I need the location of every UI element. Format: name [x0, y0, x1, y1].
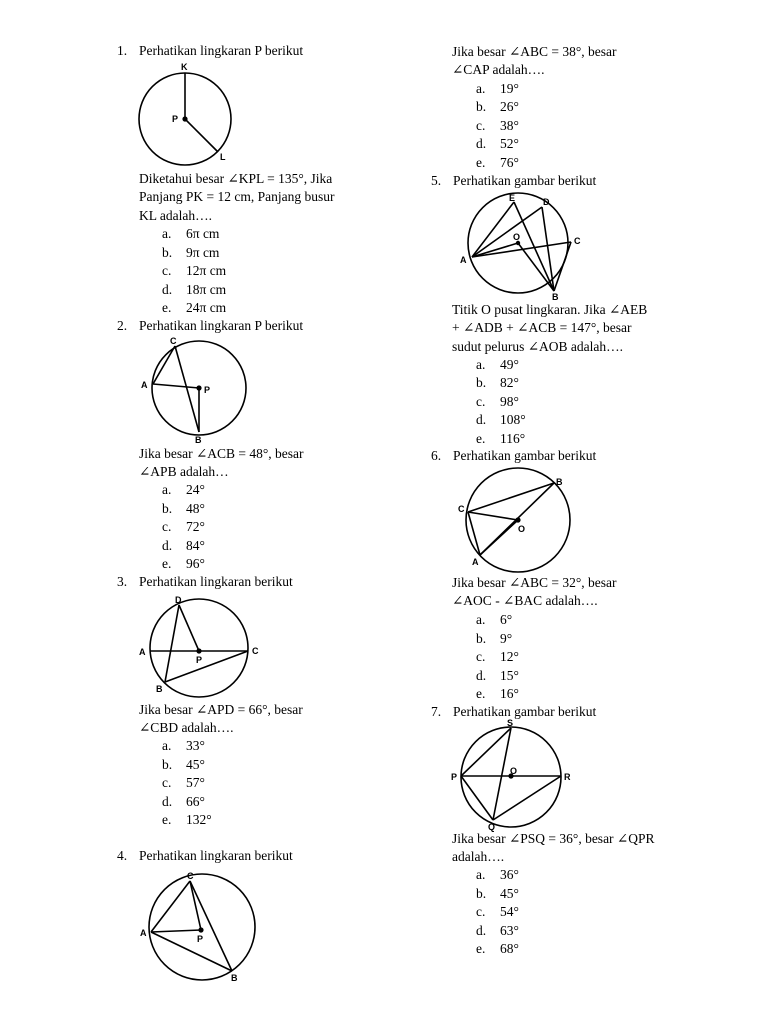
- center-point: [196, 385, 201, 390]
- question-6-circle-figure: [456, 470, 581, 570]
- chord-ae: [472, 202, 514, 257]
- q7-option-d[interactable]: d. 63°: [476, 923, 519, 938]
- question-4-heading: 4. Perhatikan lingkaran berikut: [117, 848, 293, 863]
- question-3-text: Jika besar ∠APD = 66°, besar ∠CBD adalah….: [139, 702, 303, 736]
- radius-oc: [468, 512, 518, 520]
- label-b: B: [195, 435, 202, 445]
- label-o: O: [513, 232, 521, 242]
- center-point: [515, 517, 520, 522]
- question-7-text: Jika besar ∠PSQ = 36°, besar ∠QPR adalah….: [452, 831, 655, 865]
- q6-option-d[interactable]: d. 15°: [476, 668, 519, 683]
- q1-option-e[interactable]: e. 24π cm: [162, 300, 227, 315]
- q6-option-a[interactable]: a. 6°: [476, 612, 513, 627]
- chord-cb: [190, 881, 232, 971]
- circle-outline: [149, 874, 255, 980]
- question-2-text: Jika besar ∠ACB = 48°, besar ∠APB adalah…: [139, 446, 304, 480]
- question-6-text: Jika besar ∠ABC = 32°, besar ∠AOC - ∠BAC adalah….: [452, 575, 617, 609]
- question-1-heading: 1. Perhatikan lingkaran P berikut: [117, 43, 304, 58]
- label-c: C: [574, 236, 581, 246]
- q6-option-e[interactable]: e. 16°: [476, 686, 519, 701]
- q6-option-b[interactable]: b. 9°: [476, 631, 513, 646]
- chord-ad: [472, 207, 542, 257]
- radius-pl: [185, 119, 218, 152]
- question-4-text: Jika besar ∠ABC = 38°, besar ∠CAP adalah….: [452, 44, 617, 78]
- chord-bc: [165, 651, 248, 682]
- q5-option-e[interactable]: e. 116°: [476, 431, 526, 446]
- label-a: A: [140, 928, 147, 938]
- q5-option-d[interactable]: d. 108°: [476, 412, 526, 427]
- center-point: [196, 648, 201, 653]
- q2-option-e[interactable]: e. 96°: [162, 556, 205, 571]
- q4-option-e[interactable]: e. 76°: [476, 155, 519, 170]
- radius-oa: [480, 520, 518, 555]
- q3-option-b[interactable]: b. 45°: [162, 757, 205, 772]
- label-l: L: [220, 152, 226, 162]
- q3-option-a[interactable]: a. 33°: [162, 738, 205, 753]
- label-p: P: [451, 772, 458, 782]
- label-c: C: [187, 871, 194, 881]
- q4-option-b[interactable]: b. 26°: [476, 99, 519, 114]
- q3-option-e[interactable]: e. 132°: [162, 812, 212, 827]
- question-3-circle-figure: [137, 593, 267, 698]
- q1-option-b[interactable]: b. 9π cm: [162, 245, 220, 260]
- label-a: A: [460, 255, 467, 265]
- q7-option-a[interactable]: a. 36°: [476, 867, 519, 882]
- q2-option-c[interactable]: c. 72°: [162, 519, 205, 534]
- radius-pc: [190, 881, 201, 930]
- q4-option-c[interactable]: c. 38°: [476, 118, 519, 133]
- label-o: O: [510, 766, 518, 776]
- question-6-heading: 6. Perhatikan gambar berikut: [431, 448, 597, 463]
- question-1-text: Diketahui besar ∠KPL = 135°, Jika Panjang PK = 12 cm, Panjang busur KL adalah….: [139, 171, 335, 223]
- radius-pa: [151, 930, 201, 932]
- center-point: [182, 116, 187, 121]
- question-2-circle-figure: [137, 335, 252, 445]
- question-7-circle-figure: [450, 720, 580, 830]
- center-point: [198, 927, 203, 932]
- chord-ab: [151, 932, 232, 971]
- label-a: A: [141, 380, 148, 390]
- chord-cb: [175, 346, 199, 432]
- question-5-heading: 5. Perhatikan gambar berikut: [431, 173, 597, 188]
- q2-option-a[interactable]: a. 24°: [162, 482, 205, 497]
- question-3-heading: 3. Perhatikan lingkaran berikut: [117, 574, 293, 589]
- chord-cb: [468, 483, 554, 512]
- label-k: K: [181, 62, 188, 72]
- q1-option-c[interactable]: c. 12π cm: [162, 263, 227, 278]
- label-b: B: [552, 292, 559, 302]
- label-c: C: [252, 646, 259, 656]
- q5-option-b[interactable]: b. 82°: [476, 375, 519, 390]
- radius-oa: [472, 243, 518, 257]
- chord-ca: [153, 346, 175, 384]
- q7-option-c[interactable]: c. 54°: [476, 904, 519, 919]
- label-p: P: [196, 655, 203, 665]
- q1-option-d[interactable]: d. 18π cm: [162, 282, 227, 297]
- label-b: B: [556, 477, 563, 487]
- radius-pa: [153, 384, 199, 388]
- circle-outline: [150, 599, 248, 697]
- question-4-circle-figure: [137, 868, 267, 986]
- question-5-circle-figure: [456, 191, 586, 301]
- chord-qr: [493, 776, 561, 820]
- label-a: A: [472, 557, 479, 567]
- q5-option-a[interactable]: a. 49°: [476, 357, 519, 372]
- label-s: S: [507, 718, 514, 728]
- q2-option-d[interactable]: d. 84°: [162, 538, 205, 553]
- q1-option-a[interactable]: a. 6π cm: [162, 226, 220, 241]
- label-p: P: [197, 934, 204, 944]
- radius-pd: [179, 605, 199, 651]
- label-p: P: [172, 114, 179, 124]
- label-a: A: [139, 647, 146, 657]
- q5-option-c[interactable]: c. 98°: [476, 394, 519, 409]
- label-e: E: [509, 193, 516, 203]
- chord-ac: [472, 242, 571, 257]
- question-1-circle-figure: [137, 60, 237, 165]
- q6-option-c[interactable]: c. 12°: [476, 649, 519, 664]
- label-c: C: [458, 504, 465, 514]
- label-o: O: [518, 524, 526, 534]
- chord-ca: [151, 881, 190, 932]
- q3-option-c[interactable]: c. 57°: [162, 775, 205, 790]
- q3-option-d[interactable]: d. 66°: [162, 794, 205, 809]
- label-c: C: [170, 336, 177, 346]
- label-d: D: [175, 595, 182, 605]
- chord-cb: [554, 242, 571, 291]
- label-b: B: [156, 684, 163, 694]
- label-b: B: [231, 973, 238, 983]
- q7-option-e[interactable]: e. 68°: [476, 941, 519, 956]
- q4-option-d[interactable]: d. 52°: [476, 136, 519, 151]
- question-5-text: Titik O pusat lingkaran. Jika ∠AEB + ∠ADB + ∠ACB = 147°, besar sudut pelurus ∠AOB adalah….: [452, 302, 648, 354]
- q4-option-a[interactable]: a. 19°: [476, 81, 519, 96]
- label-r: R: [564, 772, 571, 782]
- chord-db: [165, 605, 179, 682]
- q7-option-b[interactable]: b. 45°: [476, 886, 519, 901]
- label-p: P: [204, 385, 211, 395]
- label-d: D: [543, 197, 550, 207]
- question-7-heading: 7. Perhatikan gambar berikut: [431, 704, 597, 719]
- question-2-heading: 2. Perhatikan lingkaran P berikut: [117, 318, 304, 333]
- label-q: Q: [488, 822, 496, 832]
- q2-option-b[interactable]: b. 48°: [162, 501, 205, 516]
